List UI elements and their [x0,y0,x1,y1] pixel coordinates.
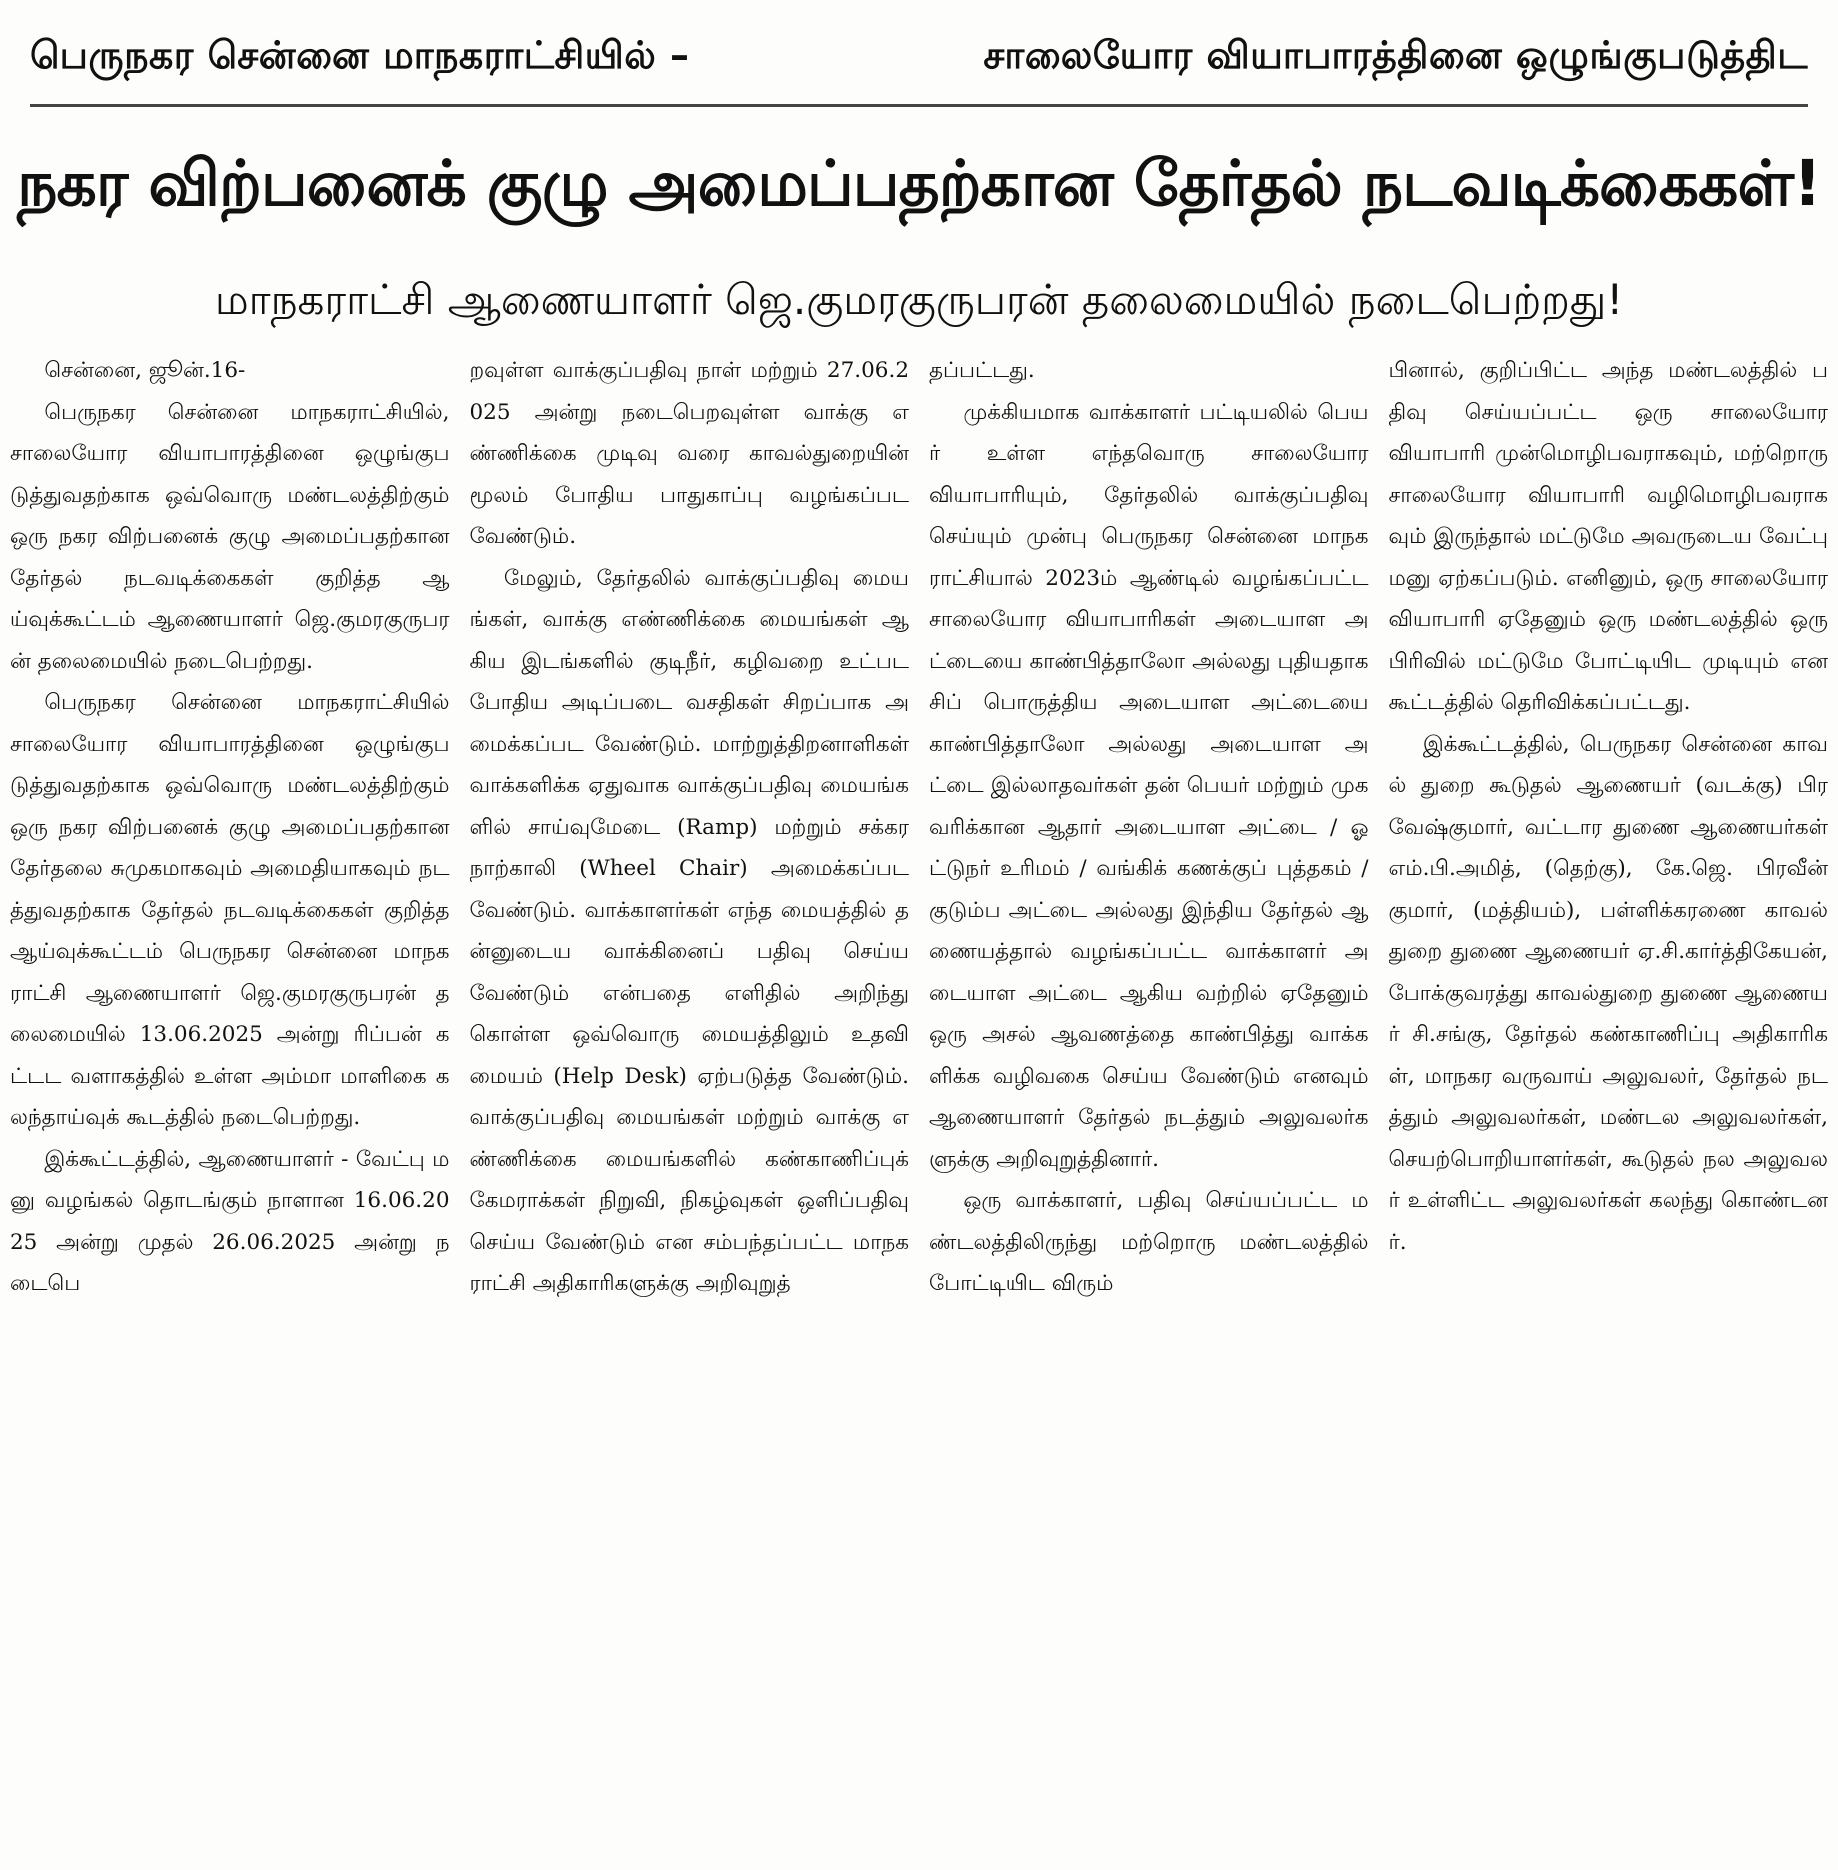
paragraph: தப்பட்டது. [929,358,1035,383]
kicker-left: பெருநகர சென்னை மாநகராட்சியில் – [30,33,690,77]
column-3 [929,350,1369,1866]
paragraph: றவுள்ள வாக்குப்பதிவு நாள் மற்றும் 27.06.2025 அன்று நடைபெறவுள்ள வாக்கு எண்ணிக்கை முடிவு வரை காவல்துறையின் மூலம் போதிய பாதுகாப்பு வழங்கப்பட வேண்டும். [469,358,909,549]
column-2 [470,350,910,1866]
paragraph: ஒரு வாக்காளர், பதிவு செய்யப்பட்ட மண்டலத்திலிருந்து மற்றொரு மண்டலத்தில் போட்டியிட விரும் [929,1188,1369,1296]
article-body [10,350,1828,1866]
headline: நகர விற்பனைக் குழு அமைப்பதற்கான தேர்தல் நடவடிக்கைகள்! [17,147,1821,220]
subheadline: மாநகராட்சி ஆணையாளர் ஜெ.குமரகுருபரன் தலைமையில் நடைபெற்றது! [214,274,1624,324]
paragraph: பெருநகர சென்னை மாநகராட்சியில் சாலையோர வியாபாரத்தினை ஒழுங்குபடுத்துவதற்காக ஒவ்வொரு மண்டலத்திற்கும் ஒரு நகர விற்பனைக் குழு அமைப்பதற்கான தேர்தலை சுமுகமாகவும் அமைதியாகவும் நடத்துவதற்காக தேர்தல் நடவடிக்கைகள் குறித்த ஆய்வுக்கூட்டம் பெருநகர சென்னை மாநகராட்சி ஆணையாளர் ஜெ.குமரகுருபரன் தலைமையில் 13.06.2025 அன்று ரிப்பன் கட்டட வளாகத்தில் உள்ள அம்மா மாளிகை கலந்தாய்வுக் கூடத்தில் நடைபெற்றது. [10,690,450,1130]
paragraph: பினால், குறிப்பிட்ட அந்த மண்டலத்தில் பதிவு செய்யப்பட்ட ஒரு சாலையோர வியாபாரி முன்மொழிபவராகவும், மற்றொரு சாலையோர வியாபாரி வழிமொழிபவராகவும் இருந்தால் மட்டுமே அவருடைய வேட்பு மனு ஏற்கப்படும். எனினும், ஒரு சாலையோர வியாபாரி ஏதேனும் ஒரு மண்டலத்தில் ஒரு பிரிவில் மட்டுமே போட்டியிட முடியும் என கூட்டத்தில் தெரிவிக்கப்பட்டது. [1388,358,1828,715]
paragraph: பெருநகர சென்னை மாநகராட்சியில், சாலையோர வியாபாரத்தினை ஒழுங்குபடுத்துவதற்காக ஒவ்வொரு மண்டலத்திற்கும் ஒரு நகர விற்பனைக் குழு அமைப்பதற்கான தேர்தல் நடவடிக்கைகள் குறித்த ஆய்வுக்கூட்டம் ஆணையாளர் ஜெ.குமரகுருபரன் தலைமையில் நடைபெற்றது. [10,399,450,674]
paragraph: இக்கூட்டத்தில், ஆணையாளர் - வேட்பு மனு வழங்கல் தொடங்கும் நாளான 16.06.2025 அன்று முதல் 26.06.2025 அன்று நடைபெ [10,1146,450,1296]
paragraph: இக்கூட்டத்தில், பெருநகர சென்னை காவல் துறை கூடுதல் ஆணையர் (வடக்கு) பிரவேஷ்குமார், வட்டார துணை ஆணையர்கள் எம்.பி.அமித், (தெற்கு), கே.ஜெ. பிரவீன் குமார், (மத்தியம்), பள்ளிக்கரணை காவல் துறை துணை ஆணையர் ஏ.சி.கார்த்திகேயன், போக்குவரத்து காவல்துறை துணை ஆணையர் சி.சங்கு, தேர்தல் கண்காணிப்பு அதிகாரிகள், மாநகர வருவாய் அலுவலர், தேர்தல் நடத்தும் அலுவலர்கள், மண்டல அலுவலர்கள், செயற்பொறியாளர்கள், கூடுதல் நல அலுவலர் உள்ளிட்ட அலுவலர்கள் கலந்து கொண்டனர். [1388,731,1828,1255]
column-4 [1389,350,1829,1866]
paragraph: மேலும், தேர்தலில் வாக்குப்பதிவு மையங்கள், வாக்கு எண்ணிக்கை மையங்கள் ஆகிய இடங்களில் குடிநீர், கழிவறை உட்பட போதிய அடிப்படை வசதிகள் சிறப்பாக அமைக்கப்பட வேண்டும். மாற்றுத்திறனாளிகள் வாக்களிக்க ஏதுவாக வாக்குப்பதிவு மையங்களில் சாய்வுமேடை (Ramp) மற்றும் சக்கர நாற்காலி (Wheel Chair) அமைக்கப்பட வேண்டும். வாக்காளர்கள் எந்த மையத்தில் தன்னுடைய வாக்கினைப் பதிவு செய்ய வேண்டும் என்பதை எளிதில் அறிந்து கொள்ள ஒவ்வொரு மையத்திலும் உதவி மையம் (Help Desk) ஏற்படுத்த வேண்டும். வாக்குப்பதிவு மையங்கள் மற்றும் வாக்கு எண்ணிக்கை மையங்களில் கண்காணிப்புக் கேமராக்கள் நிறுவி, நிகழ்வுகள் ஒளிப்பதிவு செய்ய வேண்டும் என சம்பந்தப்பட்ட மாநகராட்சி அதிகாரிகளுக்கு அறிவுறுத் [469,565,909,1296]
paragraph: முக்கியமாக வாக்காளர் பட்டியலில் பெயர் உள்ள எந்தவொரு சாலையோர வியாபாரியும், தேர்தலில் வாக்குப்பதிவு செய்யும் முன்பு பெருநகர சென்னை மாநகராட்சியால் 2023ம் ஆண்டில் வழங்கப்பட்ட சாலையோர வியாபாரிகள் அடையாள அட்டையை காண்பித்தாலோ அல்லது புதியதாக சிப் பொருத்திய அடையாள அட்டையை காண்பித்தாலோ அல்லது அடையாள அட்டை இல்லாதவர்கள் தன் பெயர் மற்றும் முகவரிக்கான ஆதார் அடையாள அட்டை / ஓட்டுநர் உரிமம் / வங்கிக் கணக்குப் புத்தகம் / குடும்ப அட்டை அல்லது இந்திய தேர்தல் ஆணையத்தால் வழங்கப்பட்ட வாக்காளர் அடையாள அட்டை ஆகிய வற்றில் ஏதேனும் ஒரு அசல் ஆவணத்தை காண்பித்து வாக்களிக்க வழிவகை செய்ய வேண்டும் எனவும் ஆணையாளர் தேர்தல் நடத்தும் அலுவலர்களுக்கு அறிவுறுத்தினார். [929,399,1369,1172]
kicker-right: சாலையோர வியாபாரத்தினை ஒழுங்குபடுத்திட [983,33,1808,77]
kicker-line [30,22,1808,94]
column-1 [10,350,450,1866]
paragraph: சென்னை, ஜூன்.16- [44,358,246,383]
kicker-divider [30,104,1808,107]
